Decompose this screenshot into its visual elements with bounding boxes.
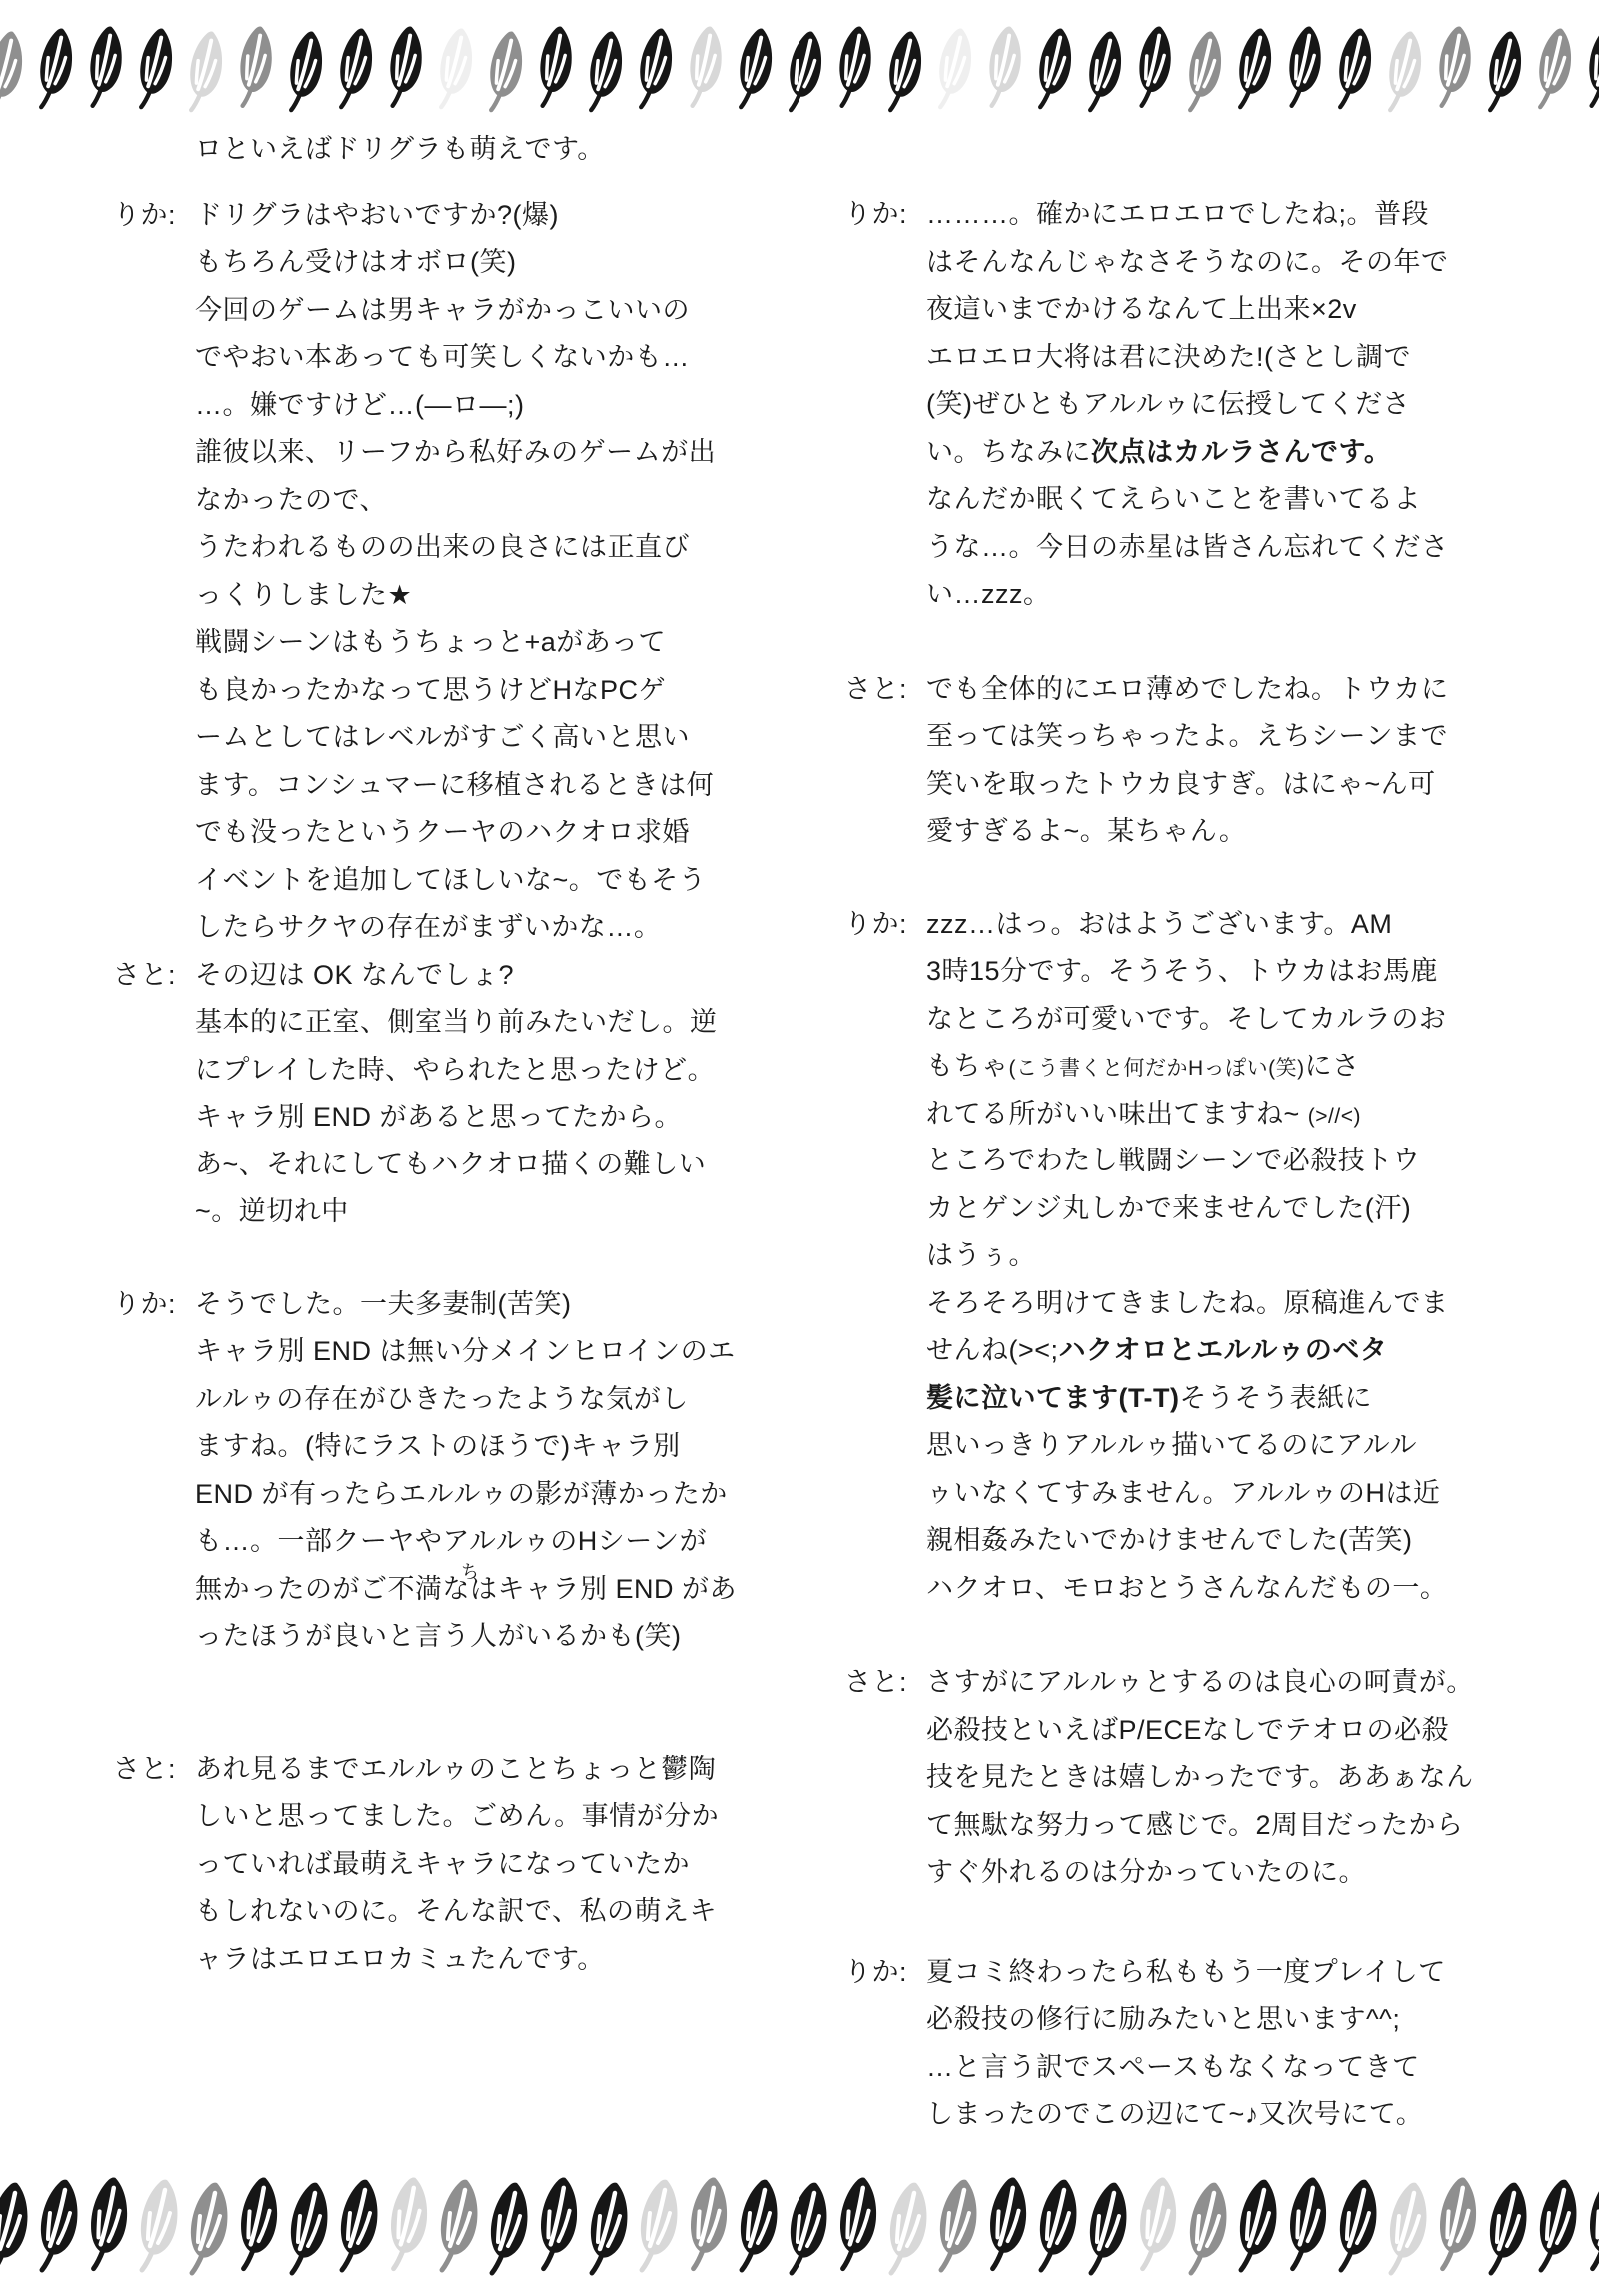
leaf-stamp-icon — [1284, 24, 1327, 109]
leaf-stamp-icon — [36, 26, 76, 110]
dialogue-line: カとゲンジ丸しかで来ませんでした(汗) — [926, 1192, 1412, 1223]
dialogue-line: せんね(><;ハクオロとエルルゥのベタ — [926, 1335, 1388, 1365]
leaf-stamp-icon — [0, 2178, 36, 2278]
dialogue-line: 誰彼以来、リーフから私好みのゲームが出 — [195, 437, 717, 467]
leaf-stamp-icon — [736, 26, 786, 110]
dialogue-line: なかったので、 — [195, 484, 387, 515]
leaf-stamp-icon — [1485, 2178, 1535, 2278]
dialogue-line: 3時15分です。そうそう、トウカはお馬鹿 — [926, 956, 1438, 986]
leaf-stamp-icon — [85, 23, 138, 109]
dialogue-line: 今回のゲームは男キャラがかっこいいの — [195, 294, 690, 325]
leaf-stamp-icon — [736, 2175, 786, 2275]
dialogue-line: ャラはエロエロカミュたんです。 — [195, 1943, 605, 1974]
dialogue-line: さと: あれ見るまでエルルゥのことちょっと鬱陶 — [113, 1746, 802, 1794]
leaf-stamp-icon — [0, 2178, 32, 2278]
dialogue-line: はそんなんじゃなさそうなのに。その年で — [926, 246, 1449, 277]
dialogue-line: い…zzz。 — [926, 579, 1051, 609]
dialogue-line: ハクオロ、モロおとうさんなんだもの一。 — [926, 1572, 1448, 1603]
leaf-stamp-icon — [983, 2172, 1032, 2274]
leaf-stamp-icon — [885, 2178, 931, 2278]
leaf-stamp-icon — [786, 29, 825, 113]
dialogue-line: りか: ………。確かにエロエロでしたね;。普段 — [844, 191, 1564, 239]
leaf-stamp-icon — [786, 29, 835, 113]
leaf-stamp-icon — [235, 23, 288, 109]
leaf-stamp-icon — [833, 2172, 882, 2274]
leaf-stamp-icon — [935, 26, 985, 110]
leaf-stamp-icon — [1235, 2175, 1285, 2275]
leaf-stamp-icon — [1335, 2175, 1381, 2275]
leaf-stamp-icon — [885, 29, 935, 113]
intro-line — [113, 126, 802, 174]
leaf-stamp-icon — [636, 2175, 686, 2275]
leaf-stamp-icon — [535, 23, 588, 109]
dialogue-line: さと: さすがにアルルゥとするのは良心の呵責が。 — [844, 1659, 1564, 1707]
dialogue-line: もしれないのに。そんな訳で、私の萌えキ — [195, 1896, 717, 1926]
leaf-stamp-icon — [0, 29, 36, 113]
leaf-stamp-icon — [1385, 2178, 1435, 2278]
leaf-stamp-icon — [1235, 2175, 1281, 2275]
leaf-stamp-icon — [1335, 26, 1375, 110]
dialogue-line: 愛すぎるよ~。某ちゃん。 — [926, 816, 1247, 846]
dialogue-line: キャラ別 END は無い分メインヒロインのエ — [195, 1336, 736, 1366]
leaf-stamp-icon — [436, 2175, 482, 2275]
leaf-stamp-icon — [436, 26, 476, 110]
leaf-stamp-icon — [684, 2172, 737, 2274]
leaf-stamp-icon — [1085, 2178, 1135, 2278]
dialogue-line: そろそろ明けてきましたね。原稿進んでま — [926, 1287, 1449, 1318]
leaf-stamp-icon — [84, 2172, 133, 2274]
dialogue-line: りか: zzz…はっ。おはようございます。AM — [844, 901, 1564, 949]
dialogue-line: でやおい本あっても可笑しくないかも… — [195, 342, 690, 372]
leaf-stamp-icon — [685, 23, 738, 109]
dialogue-line: ところでわたし戦闘シーンで必殺技トウ — [926, 1146, 1421, 1175]
leaf-stamp-icon — [286, 2178, 336, 2278]
leaf-stamp-icon — [1433, 2172, 1486, 2274]
leaf-stamp-icon — [136, 2175, 186, 2275]
leaf-stamp-icon — [1485, 29, 1525, 113]
leaf-stamp-icon — [834, 24, 877, 109]
leaf-stamp-icon — [935, 2175, 981, 2275]
leaf-stamp-icon — [1385, 2178, 1431, 2278]
leaf-stamp-icon — [636, 2175, 682, 2275]
dialogue-line: うたわれるものの出来の良さには正直び — [195, 532, 690, 562]
speaker-label: さと: — [844, 1667, 908, 1697]
leaf-stamp-icon — [1085, 29, 1135, 113]
leaf-stamp-icon — [336, 2175, 382, 2275]
leaf-stamp-icon — [636, 26, 686, 110]
leaf-stamp-icon — [1134, 24, 1177, 109]
leaf-stamp-icon — [1185, 2178, 1235, 2278]
leaf-stamp-icon — [586, 29, 626, 113]
dialogue-line: なんだか眠くてえらいことを書いてるよ — [926, 484, 1421, 514]
dialogue-line: なところが可愛いです。そしてカルラのお — [926, 1003, 1447, 1034]
leaf-stamp-icon — [1485, 29, 1535, 113]
leaf-stamp-icon — [1335, 2175, 1385, 2275]
leaf-stamp-icon — [1085, 2178, 1131, 2278]
leaf-stamp-icon — [136, 2175, 182, 2275]
leaf-stamp-icon — [85, 24, 128, 109]
dialogue-line: でも没ったというクーヤのハクオロ求婚 — [195, 817, 690, 847]
right-column — [844, 191, 1564, 2139]
left-column — [113, 126, 802, 1983]
leaf-stamp-icon — [385, 23, 438, 109]
speaker-label: りか: — [113, 1288, 177, 1319]
dialogue-line: ったほうが良いと言う人がいるかも(笑) — [195, 1621, 682, 1651]
dialogue-line: さと: でも全体的にエロ薄めでしたね。トウカに — [844, 666, 1564, 714]
leaf-stamp-icon — [1583, 2172, 1599, 2274]
leaf-stamp-icon — [1284, 23, 1337, 109]
dialogue-line: 夜這いまでかけるなんて上出来×2v — [926, 294, 1357, 324]
speaker-label: りか: — [844, 199, 908, 229]
leaf-stamp-icon — [935, 2175, 985, 2275]
leaf-stamp-icon — [0, 29, 26, 113]
dialogue-line: 思いっきりアルルゥ描いてるのにアルル — [926, 1430, 1417, 1460]
leaf-stamp-icon — [486, 29, 526, 113]
dialogue-line: て無駄な努力って感じで。2周目だったから — [926, 1809, 1464, 1840]
leaf-stamp-icon — [436, 26, 486, 110]
dialogue-line: もちゃ(こう書くと何だかHっぽい(笑)にさ — [926, 1051, 1360, 1081]
leaf-stamp-icon — [1035, 26, 1085, 110]
dialogue-block — [844, 901, 1564, 1613]
leaf-stamp-icon — [885, 2178, 935, 2278]
dialogue-block — [844, 666, 1564, 856]
dialogue-block — [113, 1746, 802, 1984]
dialogue-line: 必殺技の修行に励みたいと思います^^; — [926, 2004, 1401, 2034]
dialogue-line: しまったのでこの辺にて~♪又次号にて。 — [926, 2099, 1424, 2129]
leaf-stamp-icon — [685, 24, 728, 109]
leaf-stamp-icon — [336, 2175, 386, 2275]
leaf-stamp-icon — [935, 26, 975, 110]
leaf-stamp-icon — [1485, 2178, 1531, 2278]
leaf-stamp-icon — [336, 26, 376, 110]
leaf-stamp-icon — [234, 2172, 287, 2274]
dialogue-line: りか: 夏コミ終わったら私ももう一度プレイして — [844, 1949, 1564, 1997]
leaf-stamp-icon — [1584, 23, 1599, 109]
leaf-stamp-icon — [436, 2175, 486, 2275]
dialogue-line: イベントを追加してほしいな~。でもそう — [195, 864, 707, 895]
leaf-stamp-icon — [1535, 26, 1575, 110]
dialogue-line: 笑いを取ったトウカ良すぎ。はにゃ~ん可 — [926, 768, 1436, 799]
leaf-stamp-icon — [983, 2172, 1036, 2274]
dialogue-line: END が有ったらエルルゥの影が薄かったか — [195, 1478, 728, 1509]
leaf-stamp-icon — [336, 26, 386, 110]
leaf-stamp-icon — [736, 2175, 782, 2275]
leaf-stamp-icon — [786, 2178, 831, 2278]
leaf-stamp-icon — [586, 29, 636, 113]
leaf-stamp-icon — [1433, 2172, 1482, 2274]
dialogue-line: 髪に泣いてます(T-T)そうそう表紙に — [926, 1382, 1372, 1413]
leaf-stamp-icon — [1283, 2172, 1332, 2274]
leaf-stamp-icon — [1434, 23, 1487, 109]
leaf-stamp-icon — [486, 2178, 536, 2278]
leaf-stamp-icon — [186, 29, 226, 113]
dialogue-line: (笑)ぜひともアルルゥに伝授してくださ — [926, 389, 1411, 419]
leaf-stamp-icon — [1235, 26, 1275, 110]
leaf-stamp-icon — [1133, 2172, 1182, 2274]
leaf-stamp-icon — [984, 23, 1037, 109]
leaf-stamp-icon — [1535, 2175, 1581, 2275]
leaf-stamp-icon — [1185, 2178, 1231, 2278]
left-dialogue-blocks — [113, 192, 802, 1984]
dialogue-line: 基本的に正室、側室当り前みたいだし。逆 — [195, 1007, 718, 1037]
leaf-stamp-icon — [1185, 29, 1235, 113]
leaf-stamp-icon — [885, 29, 925, 113]
dialogue-line: 親相姦みたいでかけませんでした(苦笑) — [926, 1525, 1413, 1555]
dialogue-block — [113, 192, 802, 952]
leaf-stamp-icon — [1283, 2172, 1336, 2274]
dialogue-line: ます。コンシュマーに移植されるときは何 — [195, 769, 715, 800]
dialogue-line: も…。一部クーヤやアルルゥのHシーンが — [195, 1526, 708, 1556]
intro-line-text: ロといえばドリグラも萌えです。 — [195, 134, 605, 164]
dialogue-line: ルルゥの存在がひきたったような気がし — [195, 1383, 689, 1414]
leaf-stamp-icon — [636, 26, 676, 110]
leaf-stamp-icon — [186, 29, 236, 113]
leaf-stamp-icon — [1535, 2175, 1585, 2275]
dialogue-line: 無かったのがご不満なちはキャラ別 END があ — [195, 1561, 738, 1604]
leaf-stamp-icon — [534, 2172, 587, 2274]
dialogue-line: っくりしました★ — [195, 579, 413, 610]
leaf-stamp-icon — [833, 2172, 886, 2274]
dialogue-line: すぐ外れるのは分かっていたのに。 — [926, 1857, 1366, 1887]
dialogue-line: い。ちなみに次点はカルラさんです。 — [926, 436, 1392, 467]
leaf-stamp-icon — [286, 29, 336, 113]
dialogue-line: もちろん受けはオボロ(笑) — [195, 247, 517, 277]
leaf-stamp-icon — [186, 2178, 232, 2278]
dialogue-block — [844, 191, 1564, 619]
dialogue-line: にプレイした時、やられたと思ったけど。 — [195, 1054, 716, 1085]
leaf-stamp-icon — [486, 2178, 532, 2278]
right-dialogue-blocks — [844, 191, 1564, 2139]
dialogue-line: しいと思ってました。ごめん。事情が分か — [195, 1801, 720, 1831]
dialogue-line: ~。逆切れ中 — [195, 1196, 349, 1226]
speaker-label: さと: — [113, 1753, 177, 1784]
speaker-label: りか: — [113, 199, 177, 230]
leaf-stamp-icon — [535, 24, 578, 109]
leaf-stamp-icon — [384, 2172, 433, 2274]
leaf-stamp-icon — [385, 24, 428, 109]
dialogue-line: れてる所がいい味出てますね~ (>//<) — [926, 1098, 1361, 1129]
dialogue-block — [844, 1949, 1564, 2139]
leaf-stamp-icon — [286, 2178, 332, 2278]
speaker-label: りか: — [844, 908, 908, 939]
dialogue-line: …。嫌ですけど…(―ロ―;) — [195, 389, 525, 420]
leaf-stamp-icon — [286, 29, 326, 113]
dialogue-line: あ~、それにしてもハクオロ描くの難しい — [195, 1148, 707, 1179]
leaf-stamp-icon — [1584, 24, 1599, 109]
leaf-stamp-icon — [235, 24, 278, 109]
leaf-stamp-icon — [1035, 2175, 1081, 2275]
speaker-label: りか: — [844, 1956, 908, 1987]
dialogue-line: りか: そうでした。一夫多妻制(苦笑) — [113, 1281, 802, 1329]
speaker-label: さと: — [844, 673, 908, 704]
leaf-stamp-icon — [1385, 29, 1435, 113]
leaf-stamp-icon — [1035, 2175, 1085, 2275]
dialogue-line: ームとしてはレベルがすごく高いと思い — [195, 722, 690, 752]
leaf-stamp-icon — [586, 2178, 632, 2278]
top-leaf-border — [0, 26, 1599, 110]
dialogue-line: エロエロ大将は君に決めた!(さとし調で — [926, 341, 1411, 372]
speaker-label: さと: — [113, 959, 177, 990]
dialogue-line: ゥいなくてすみません。アルルゥのHは近 — [926, 1477, 1441, 1508]
leaf-stamp-icon — [1134, 23, 1187, 109]
leaf-stamp-icon — [36, 26, 86, 110]
leaf-stamp-icon — [84, 2172, 137, 2274]
dialogue-block — [113, 1281, 802, 1661]
leaf-stamp-icon — [486, 29, 536, 113]
leaf-stamp-icon — [834, 23, 887, 109]
leaf-stamp-icon — [1335, 26, 1385, 110]
dialogue-line: 必殺技といえばP/ECEなしでテオロの必殺 — [926, 1714, 1449, 1745]
leaf-stamp-icon — [136, 26, 186, 110]
leaf-stamp-icon — [234, 2172, 283, 2274]
dialogue-line: 技を見たときは嬉しかったです。ああぁなん — [926, 1762, 1474, 1792]
leaf-stamp-icon — [1235, 26, 1285, 110]
leaf-stamp-icon — [384, 2172, 437, 2274]
leaf-stamp-icon — [1035, 26, 1075, 110]
leaf-stamp-icon — [534, 2172, 583, 2274]
leaf-stamp-icon — [984, 24, 1027, 109]
dialogue-line: 至っては笑っちゃったよ。えちシーンまで — [926, 721, 1448, 751]
leaf-stamp-icon — [736, 26, 776, 110]
dialogue-line: ますね。(特にラストのほうで)キャラ別 — [195, 1431, 681, 1461]
leaf-stamp-icon — [1085, 29, 1125, 113]
dialogue-line: うな…。今日の赤星は皆さん忘れてくださ — [926, 531, 1449, 562]
leaf-stamp-icon — [1133, 2172, 1186, 2274]
leaf-stamp-icon — [684, 2172, 733, 2274]
leaf-stamp-icon — [1385, 29, 1425, 113]
dialogue-block — [113, 952, 802, 1236]
dialogue-line: りか: ドリグラはやおいですか?(爆) — [113, 192, 802, 240]
leaf-stamp-icon — [1583, 2172, 1599, 2274]
leaf-stamp-icon — [1535, 26, 1585, 110]
dialogue-line: も良かったかなって思うけどHなPCゲ — [195, 674, 667, 705]
leaf-stamp-icon — [36, 2175, 86, 2275]
dialogue-block — [844, 1659, 1564, 1897]
dialogue-line: したらサクヤの存在がまずいかな…。 — [195, 912, 662, 942]
dialogue-line: はうぅ。 — [926, 1240, 1036, 1270]
dialogue-line: キャラ別 END があると思ってたから。 — [195, 1102, 683, 1132]
leaf-stamp-icon — [586, 2178, 636, 2278]
bottom-leaf-border — [0, 2175, 1599, 2275]
dialogue-line: さと: その辺は OK なんでしょ? — [113, 952, 802, 1000]
leaf-stamp-icon — [1185, 29, 1225, 113]
dialogue-line: 戦闘シーンはもうちょっと+aがあって — [195, 627, 666, 657]
leaf-stamp-icon — [1434, 24, 1477, 109]
leaf-stamp-icon — [136, 26, 176, 110]
leaf-stamp-icon — [186, 2178, 236, 2278]
leaf-stamp-icon — [36, 2175, 82, 2275]
dialogue-line: …と言う訳でスペースもなくなってきて — [926, 2051, 1420, 2082]
leaf-stamp-icon — [786, 2178, 835, 2278]
dialogue-line: っていれば最萌えキャラになっていたか — [195, 1848, 690, 1879]
